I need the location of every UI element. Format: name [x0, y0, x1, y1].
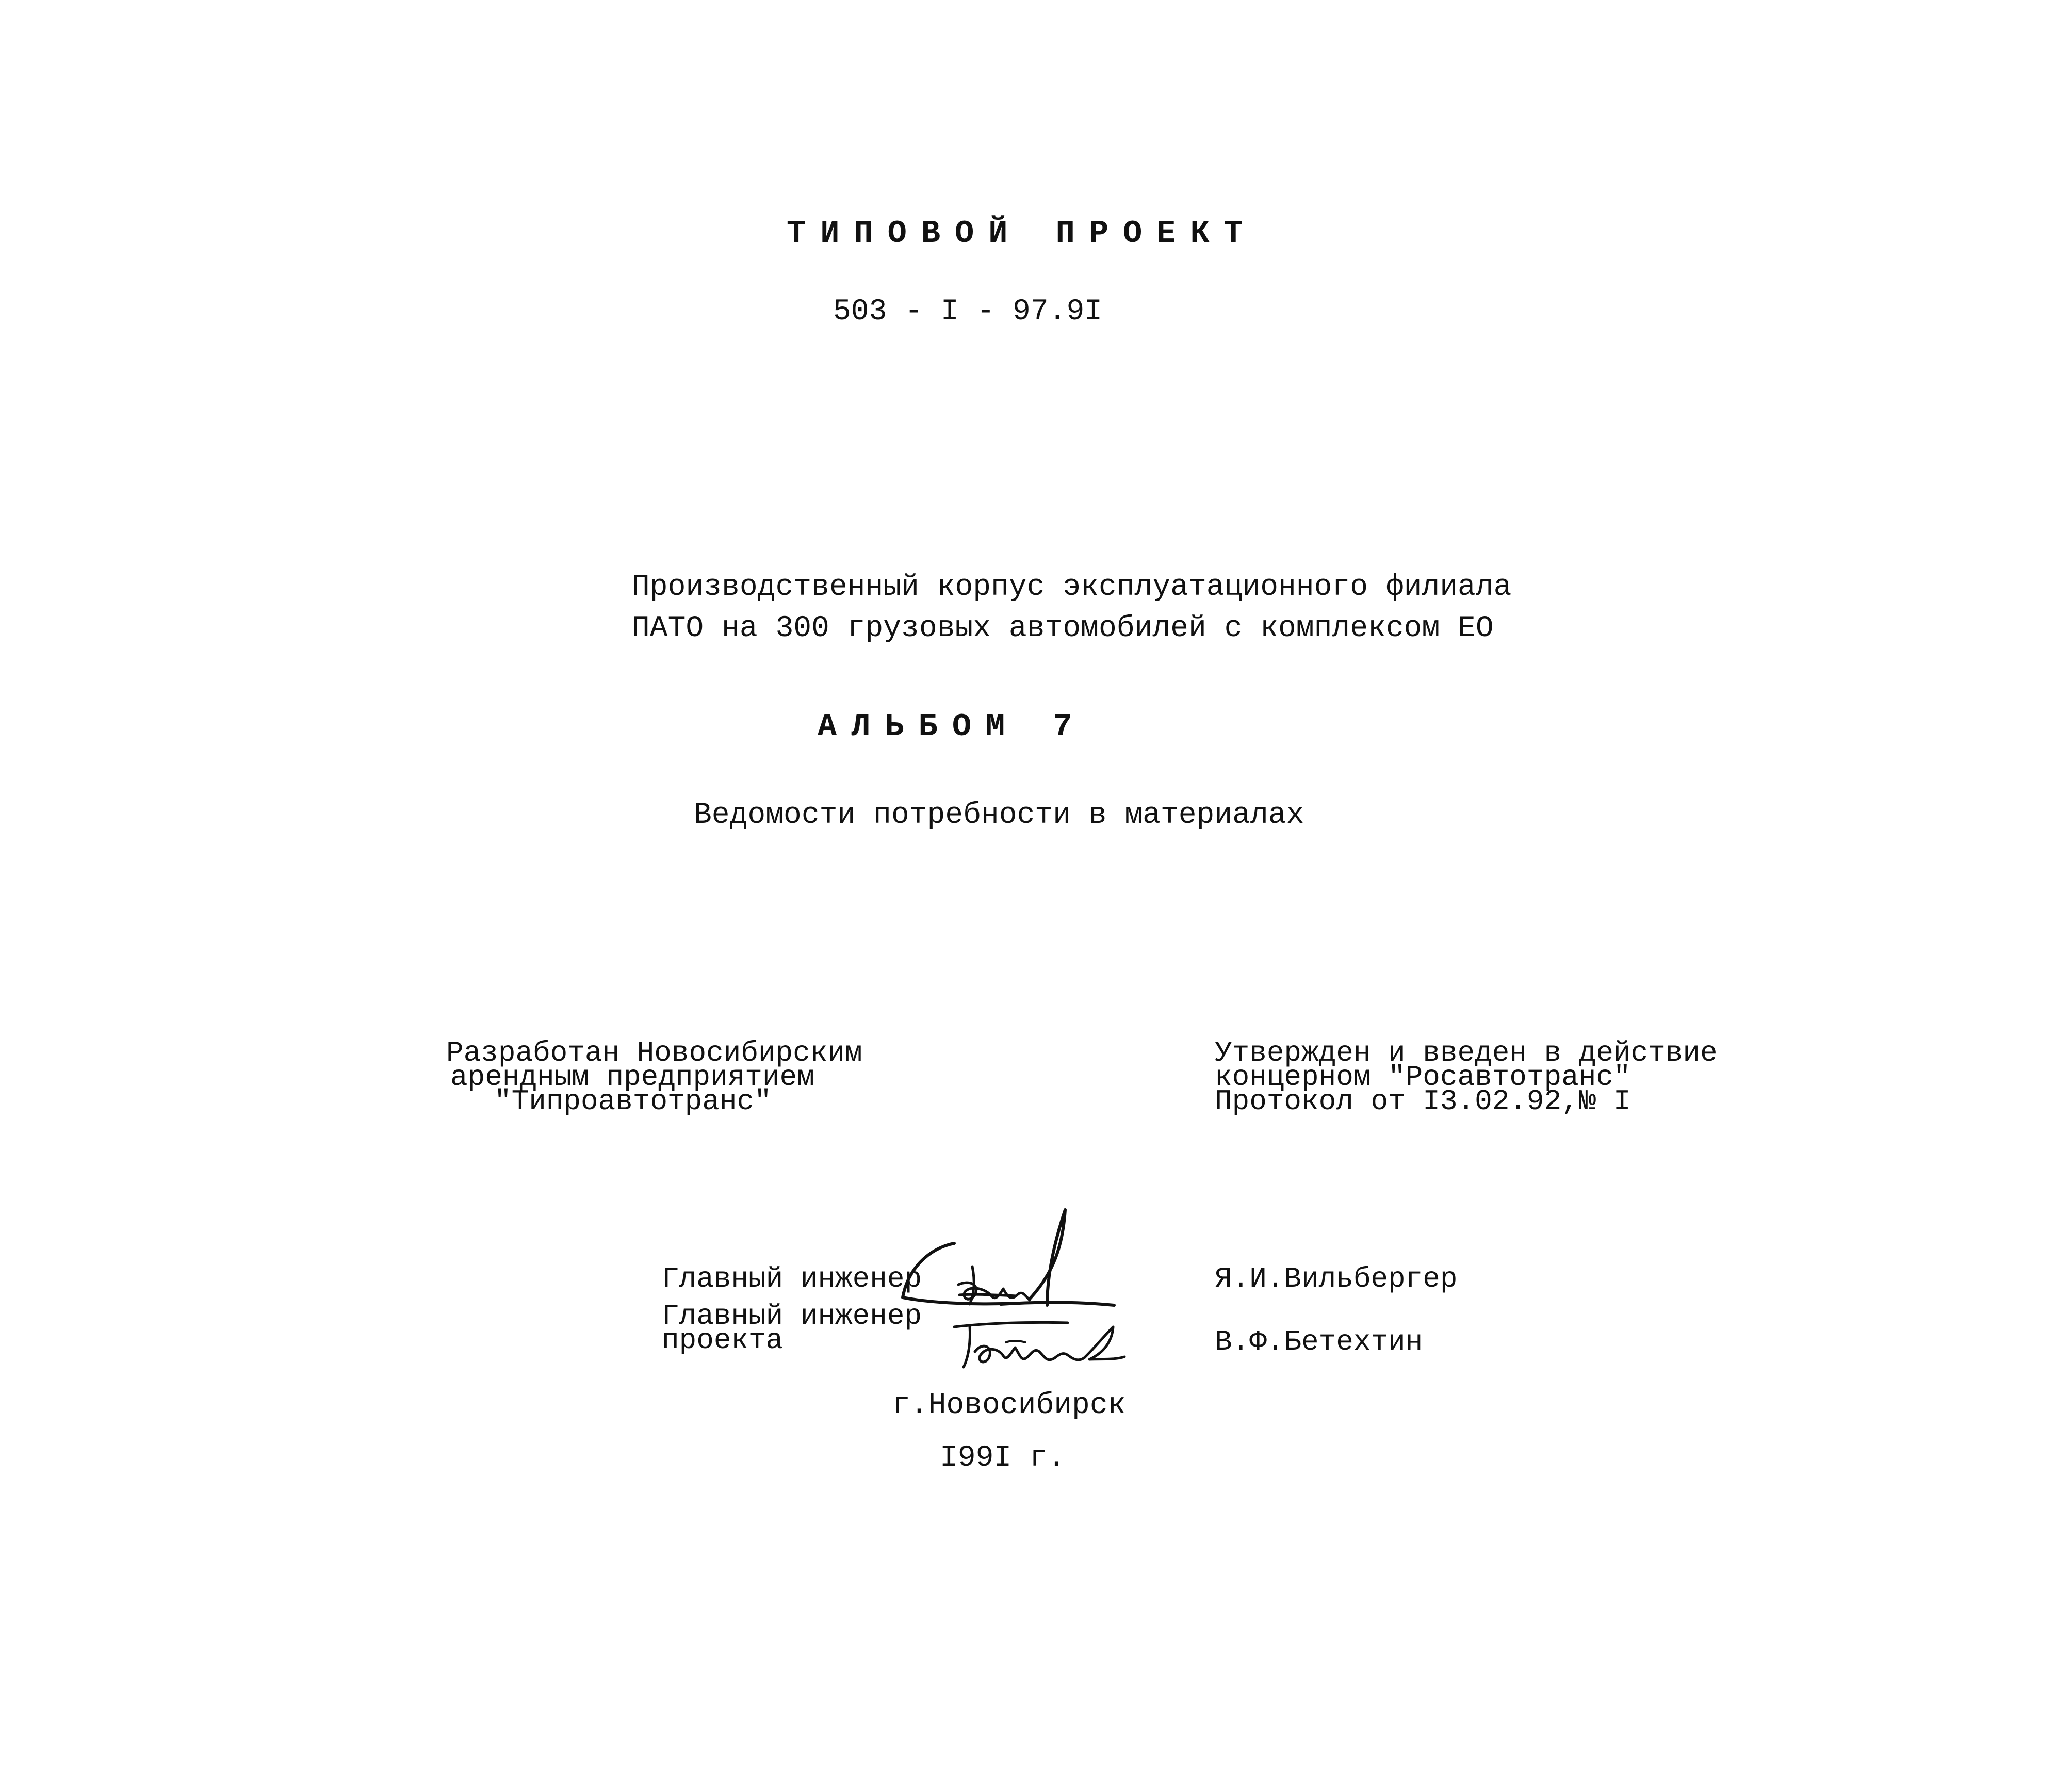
document-heading: ТИПОВОЙ ПРОЕКТ: [787, 215, 1258, 252]
project-code: 503 - I - 97.9I: [833, 295, 1103, 329]
chief-engineer-title: Главный инженер: [662, 1262, 922, 1295]
project-engineer-name: В.Ф.Бетехтин: [1215, 1325, 1423, 1358]
footer-city: г.Новосибирск: [892, 1389, 1126, 1422]
album-label: АЛЬБОМ 7: [818, 708, 1087, 745]
approval-line-2: концерном "Росавтотранс": [1215, 1061, 1631, 1094]
developer-line-1: Разработан Новосибирским: [446, 1036, 862, 1069]
approval-line-1: Утвержден и введен в действие: [1215, 1036, 1718, 1069]
project-engineer-title-line-1: Главный инженер: [662, 1300, 922, 1333]
chief-engineer-signature: [898, 1207, 1124, 1321]
project-engineer-signature: [949, 1316, 1130, 1372]
object-title-line-1: Производственный корпус эксплуатационного филиала: [632, 571, 1512, 604]
developer-line-2: арендным предприятием: [450, 1061, 814, 1094]
object-title-line-2: ПАТО на 300 грузовых автомобилей с комплексом ЕО: [632, 612, 1494, 645]
footer-year: I99I г.: [940, 1441, 1066, 1475]
project-engineer-title-line-2: проекта: [662, 1324, 784, 1357]
album-subject: Ведомости потребности в материалах: [694, 799, 1304, 832]
developer-line-3: "Типроавтотранс": [494, 1085, 772, 1118]
chief-engineer-name: Я.И.Вильбергер: [1215, 1262, 1458, 1295]
approval-line-3: Протокол от I3.02.92,№ I: [1215, 1085, 1631, 1118]
